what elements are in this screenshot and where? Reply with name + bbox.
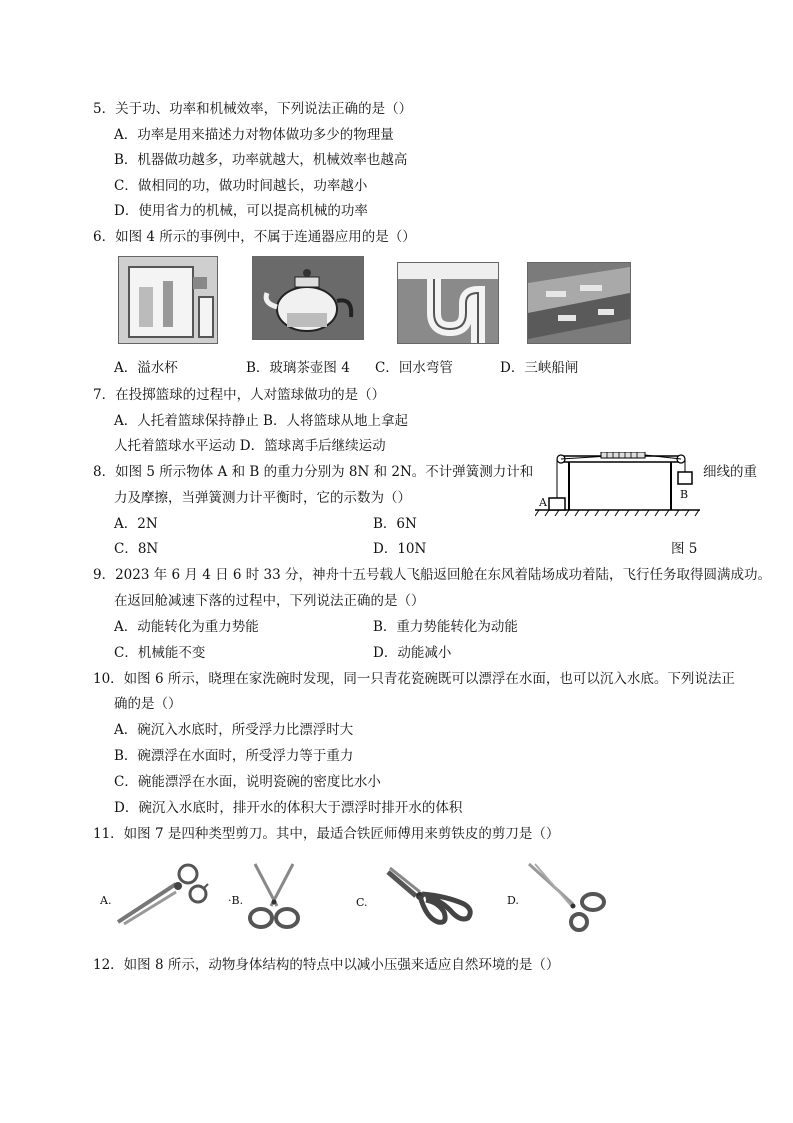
q6-caption-d: D．三峡船闸 bbox=[500, 360, 579, 376]
figure-5-label-a: A bbox=[539, 496, 547, 509]
figure-5-diagram bbox=[535, 452, 700, 524]
tin-snips-image bbox=[386, 866, 474, 932]
hairdressing-scissors-image bbox=[114, 862, 209, 928]
q11-label-c: C. bbox=[356, 896, 368, 909]
q6-caption-a: A．溢水杯 bbox=[114, 360, 178, 376]
q10-option-d: D．碗沉入水底时，排开水的体积大于漂浮时排开水的体积 bbox=[114, 800, 463, 816]
q8-stem-line2: 力及摩擦，当弹簧测力计平衡时，它的示数为（） bbox=[114, 490, 411, 506]
q7-options-line1: A．人托着篮球保持静止 B．人将篮球从地上拿起 bbox=[114, 413, 408, 429]
q6-caption-c: C．回水弯管 bbox=[375, 360, 453, 376]
q5-stem: 5．关于功、功率和机械效率，下列说法正确的是（） bbox=[93, 101, 413, 117]
q12-stem: 12．如图 8 所示，动物身体结构的特点中以减小压强来适应自然环境的是（） bbox=[93, 957, 560, 973]
q8-option-c: C．8N bbox=[114, 541, 159, 557]
q9-stem-line1: 9．2023 年 6 月 4 日 6 时 33 分，神舟十五号载人飞船返回舱在东风着陆场成功着陆，飞行任务取得圆满成功。 bbox=[93, 567, 772, 583]
q8-option-b: B．6N bbox=[373, 516, 417, 532]
q5-option-c: C．做相同的功，做功时间越长，功率越小 bbox=[114, 178, 368, 194]
q5-option-b: B．机器做功越多，功率就越大，机械效率也越高 bbox=[114, 152, 408, 168]
q10-stem-line1: 10．如图 6 所示，晓理在家洗碗时发现，同一只青花瓷碗既可以漂浮在水面，也可以沉入水底。下列说法正 bbox=[93, 671, 735, 687]
q6-stem: 6．如图 4 所示的事例中，不属于连通器应用的是（） bbox=[93, 229, 416, 245]
q10-option-c: C．碗能漂浮在水面，说明瓷碗的密度比水小 bbox=[114, 774, 381, 790]
q10-option-a: A．碗沉入水底时，所受浮力比漂浮时大 bbox=[114, 722, 354, 738]
q7-options-line2: 人托着篮球水平运动 D．篮球离手后继续运动 bbox=[114, 438, 386, 454]
q11-label-b: ·B. bbox=[228, 894, 244, 907]
q7-stem: 7．在投掷篮球的过程中，人对篮球做功的是（） bbox=[93, 387, 386, 403]
q9-stem-line2: 在返回舱减速下落的过程中，下列说法正确的是（） bbox=[114, 593, 425, 609]
glass-teapot-photo bbox=[252, 256, 364, 340]
q9-option-a: A．动能转化为重力势能 bbox=[114, 619, 259, 635]
q9-option-d: D．动能减小 bbox=[373, 645, 452, 661]
q9-option-c: C．机械能不变 bbox=[114, 645, 206, 661]
q8-option-a: A．2N bbox=[114, 516, 158, 532]
q5-option-d: D．使用省力的机械，可以提高机械的功率 bbox=[114, 203, 368, 219]
q11-stem: 11．如图 7 是四种类型剪刀。其中，最适合铁匠师傅用来剪铁皮的剪刀是（） bbox=[93, 826, 560, 842]
q10-stem-line2: 确的是（） bbox=[114, 696, 182, 712]
q11-label-d: D. bbox=[507, 894, 519, 907]
office-scissors-image bbox=[245, 862, 303, 932]
q8-stem-continued: 细线的重 bbox=[703, 464, 757, 480]
figure-5-label-b: B bbox=[680, 488, 689, 501]
overflow-cup-photo bbox=[118, 256, 218, 344]
drain-trap-photo bbox=[397, 262, 499, 344]
figure-5-caption: 图 5 bbox=[671, 541, 698, 557]
ship-lock-photo bbox=[527, 262, 631, 344]
q9-option-b: B．重力势能转化为动能 bbox=[373, 619, 518, 635]
q6-caption-b: B．玻璃茶壶图 4 bbox=[246, 360, 350, 376]
q5-option-a: A．功率是用来描述力对物体做功多少的物理量 bbox=[114, 127, 394, 143]
tailor-scissors-image bbox=[527, 862, 607, 932]
q8-stem-line1: 8．如图 5 所示物体 A 和 B 的重力分别为 8N 和 2N。不计弹簧测力计和 bbox=[93, 464, 534, 480]
q11-label-a: A. bbox=[100, 894, 112, 907]
q8-option-d: D．10N bbox=[373, 541, 427, 557]
q10-option-b: B．碗漂浮在水面时，所受浮力等于重力 bbox=[114, 748, 354, 764]
